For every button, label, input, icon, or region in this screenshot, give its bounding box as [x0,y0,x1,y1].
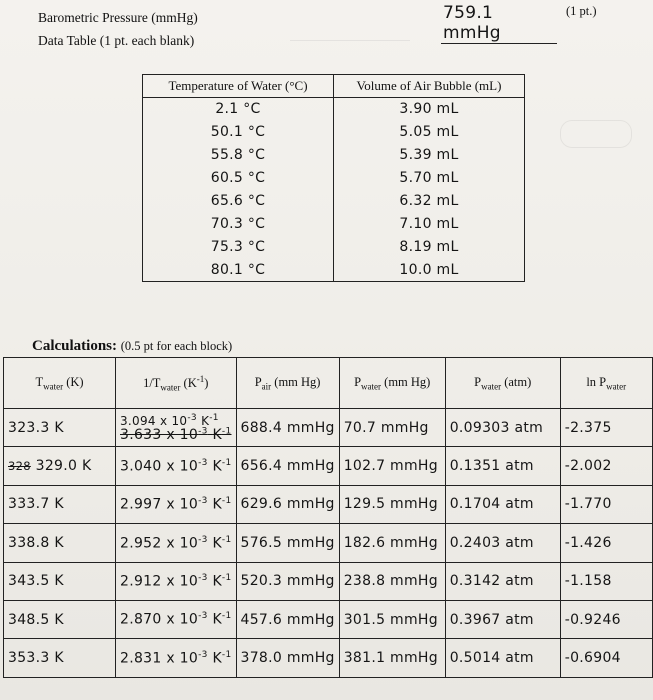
header-twater-sub: water [43,381,64,392]
inverse-t-mantissa: 2.870 x 10 [120,611,199,628]
table-row [143,121,525,144]
pair-cell: 688.4 mmHg [236,409,339,447]
ln-cell: -1.158 [560,562,652,600]
header-pwatm-sub: water [481,381,502,392]
header-ln-sub: water [606,381,627,392]
ln-cell: -0.6904 [560,639,652,677]
pwater-cell: 70.7 mmHg [339,409,445,447]
correction-mantissa: 3.094 x 10 [120,413,188,428]
twater-cell: 333.7 K [4,485,116,523]
table-row [4,524,653,562]
inverse-t-unit-exp: -1 [221,572,232,583]
calculations-heading [32,338,232,355]
table-row [143,258,525,281]
temperature-cell: 65.6 °C [143,190,334,213]
inverse-t-exp: -3 [198,534,208,545]
header-inverse-t [116,358,237,409]
ln-cell: -2.375 [560,409,652,447]
inverse-t-unit-exp: -1 [221,496,232,507]
twater-cell: 348.5 K [4,600,116,638]
temperature-cell: 2.1 °C [143,98,334,121]
pwater-atm-cell: 0.1704 atm [445,485,560,523]
data-table-label: Data Table (1 pt. each blank) [38,33,195,48]
inverse-t-cell [116,485,237,523]
volume-cell: 10.0 mL [334,258,525,281]
temperature-cell: 60.5 °C [143,167,334,190]
inverse-t-unit: K [212,535,222,552]
header-pwater-symbol: P [354,374,362,389]
correction-exp: -3 [187,412,197,423]
table-row [143,190,525,213]
header-ln-symbol: ln P [586,374,607,389]
table-row [4,447,653,485]
inverse-t-mantissa: 3.040 x 10 [120,458,199,475]
correction-unit: K [201,413,210,428]
twater-cell [4,447,116,485]
pwater-atm-cell: 0.09303 atm [445,409,560,447]
header-inv-sup: -1 [196,373,205,384]
pair-cell: 520.3 mmHg [236,562,339,600]
temperature-cell: 80.1 °C [143,258,334,281]
inverse-t-unit-exp: -1 [221,649,232,660]
header-pair-unit: (mm Hg) [274,374,321,389]
header-twater-unit: (K) [66,374,84,389]
header-inv-unit: (K [183,375,197,390]
pair-cell: 457.6 mmHg [236,600,339,638]
pwater-atm-cell: 0.2403 atm [445,524,560,562]
pwater-cell: 182.6 mmHg [339,524,445,562]
inverse-t-unit: K [212,611,222,628]
table-row [143,235,525,258]
table-row [143,144,525,167]
temperature-cell: 70.3 °C [143,212,334,235]
inverse-t-cell [116,639,237,677]
inverse-t-cell [116,562,237,600]
header-temperature: Temperature of Water (°C) [143,75,334,98]
header-pwatm-symbol: P [474,374,482,389]
volume-cell: 3.90 mL [334,98,525,121]
data-table [142,74,525,282]
ln-cell: -0.9246 [560,600,652,638]
calc-header-row [4,358,653,409]
calculations-title: Calculations: [32,338,118,354]
table-row [4,639,653,677]
pair-cell: 656.4 mmHg [236,447,339,485]
inverse-t-exp: -3 [198,457,208,468]
volume-cell: 8.19 mL [334,235,525,258]
struck-temp: 328 [8,459,31,474]
volume-cell: 5.70 mL [334,167,525,190]
inverse-t-unit: K [212,496,222,513]
header-volume: Volume of Air Bubble (mL) [334,75,525,98]
bleed-through-mark [560,120,632,148]
header-inv-symbol: 1/T [143,375,161,390]
volume-cell: 7.10 mL [334,212,525,235]
struck-mantissa: 3.633 x 10 [120,426,199,443]
pair-cell: 576.5 mmHg [236,524,339,562]
inverse-t-cell [116,447,237,485]
table-row [4,409,653,447]
pwater-cell: 238.8 mmHg [339,562,445,600]
pwater-atm-cell: 0.1351 atm [445,447,560,485]
inverse-t-struck [120,427,232,443]
pwater-atm-cell: 0.3142 atm [445,562,560,600]
inverse-t-unit-exp: -1 [221,611,232,622]
pwater-cell: 381.1 mmHg [339,639,445,677]
inverse-t-cell [116,524,237,562]
pwater-cell: 301.5 mmHg [339,600,445,638]
correction-unit-exp: -1 [209,412,219,423]
pwater-atm-cell: 0.5014 atm [445,639,560,677]
struck-exp: -3 [198,425,208,436]
inverse-t-exp: -3 [198,496,208,507]
inverse-t-mantissa: 2.952 x 10 [120,535,199,552]
table-row [4,485,653,523]
temperature-cell: 55.8 °C [143,144,334,167]
inverse-t-mantissa: 2.831 x 10 [120,650,199,667]
volume-cell: 5.05 mL [334,121,525,144]
header-pwater-unit: (mm Hg) [384,374,431,389]
inverse-t-exp: -3 [198,611,208,622]
pair-cell: 378.0 mmHg [236,639,339,677]
inverse-t-unit-exp: -1 [221,534,232,545]
inverse-t-unit: K [212,458,222,475]
ln-cell: -1.770 [560,485,652,523]
barometric-pressure-value: 759.1 mmHg [441,3,557,44]
twater-value: 329.0 K [35,458,92,475]
twater-cell: 343.5 K [4,562,116,600]
pair-cell: 629.6 mmHg [236,485,339,523]
header-pwater-sub: water [361,381,382,392]
header-pwatm-unit: (atm) [504,374,532,389]
header-pair-sub: air [261,381,272,392]
header-ln-pwater [560,358,652,409]
pwater-cell: 102.7 mmHg [339,447,445,485]
ln-cell: -1.426 [560,524,652,562]
inverse-t-mantissa: 2.912 x 10 [120,573,199,590]
header-inv-sub: water [160,382,181,393]
table-row [143,212,525,235]
volume-cell: 6.32 mL [334,190,525,213]
inverse-t-mantissa: 2.997 x 10 [120,496,199,513]
header-twater [4,358,116,409]
temperature-cell: 50.1 °C [143,121,334,144]
inverse-t-unit: K [212,573,222,590]
inverse-t-unit: K [212,650,222,667]
header-inv-close: ) [204,375,209,390]
data-table-header-row [143,75,525,98]
twater-cell: 353.3 K [4,639,116,677]
temperature-cell: 75.3 °C [143,235,334,258]
pwater-atm-cell: 0.3967 atm [445,600,560,638]
inverse-t-cell [116,409,237,447]
header-twater-symbol: T [35,374,44,389]
calculations-note: (0.5 pt for each block) [120,339,233,353]
inverse-t-exp: -3 [198,649,208,660]
pwater-cell: 129.5 mmHg [339,485,445,523]
inverse-t-unit-exp: -1 [221,457,232,468]
struck-unit: K [212,426,222,443]
inverse-t-cell [116,600,237,638]
struck-unit-exp: -1 [221,425,232,436]
header-pwater-atm [445,358,560,409]
ln-cell: -2.002 [560,447,652,485]
inverse-t-exp: -3 [198,572,208,583]
calculations-table [3,357,653,678]
barometric-pressure-label: Barometric Pressure (mmHg) [38,10,198,25]
table-row [143,167,525,190]
header-pair-symbol: P [254,374,262,389]
table-row [143,98,525,121]
twater-cell: 338.8 K [4,524,116,562]
table-row [4,562,653,600]
volume-cell: 5.39 mL [334,144,525,167]
header-pwater-mmhg [339,358,445,409]
table-row [4,600,653,638]
header-pair [236,358,339,409]
pressure-points-label: (1 pt.) [566,4,597,18]
bleed-through-mark [290,18,410,41]
twater-cell: 323.3 K [4,409,116,447]
